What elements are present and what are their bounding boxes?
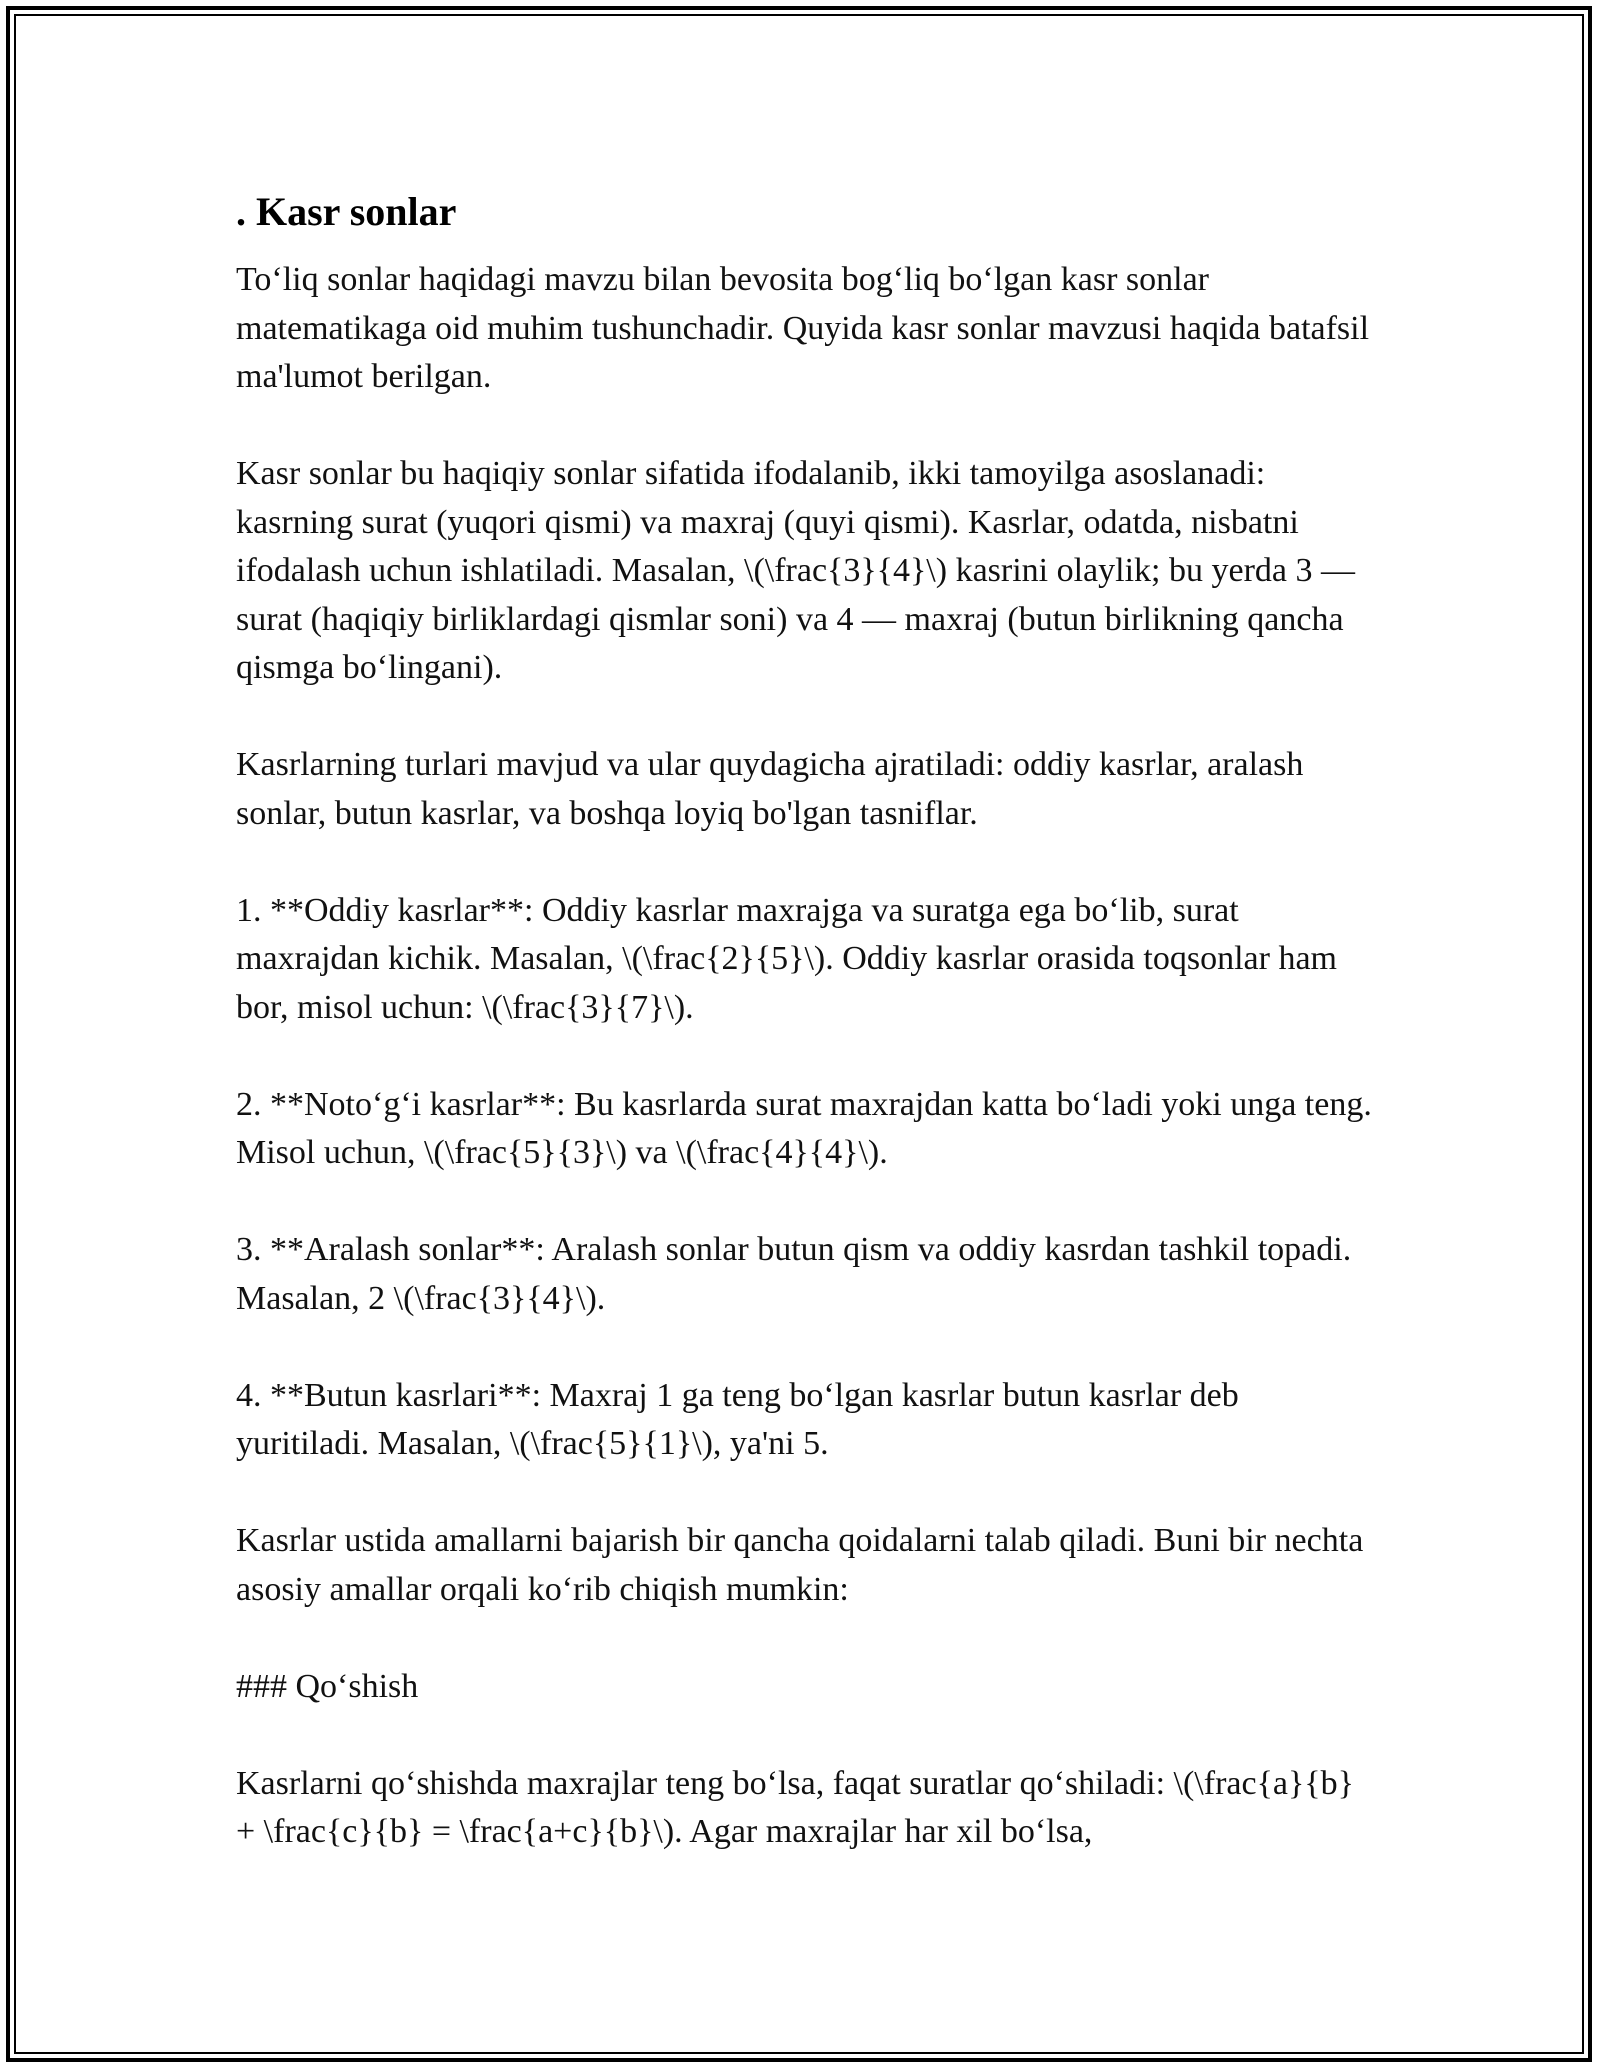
- paragraph-whole-fractions: 4. **Butun kasrlari**: Maxraj 1 ga teng bo‘lgan kasrlar butun kasrlar deb yuritiladi. Masalan, \(\frac{5}{1}\), ya'ni 5.: [236, 1376, 1239, 1462]
- paragraph-improper-fractions: 2. **Noto‘g‘i kasrlar**: Bu kasrlarda surat maxrajdan katta bo‘ladi yoki unga teng. Misol uchun, \(\frac{5}{3}\) va \(\frac{4}{4}\).: [236, 1085, 1372, 1171]
- section-heading-addition: ### Qo‘shish: [236, 1667, 419, 1705]
- paragraph-types: Kasrlarning turlari mavjud va ular quydagicha ajratiladi: oddiy kasrlar, aralash sonlar, butun kasrlar, va boshqa loyiq bo'lgan tasniflar.: [236, 746, 1304, 832]
- paragraph-mixed-numbers: 3. **Aralash sonlar**: Aralash sonlar butun qism va oddiy kasrdan tashkil topadi. Masalan, 2 \(\frac{3}{4}\).: [236, 1231, 1352, 1317]
- paragraph-simple-fractions: 1. **Oddiy kasrlar**: Oddiy kasrlar maxrajga va suratga ega bo‘lib, surat maxrajdan kichik. Masalan, \(\frac{2}{5}\). Oddiy kasrlar orasida toqsonlar ham bor, misol uchun: \(\frac{3}{7}\).: [236, 891, 1337, 1026]
- document-title: . Kasr sonlar: [236, 189, 457, 234]
- paragraph-definition: Kasr sonlar bu haqiqiy sonlar sifatida ifodalanib, ikki tamoyilga asoslanadi: kasrning surat (yuqori qismi) va maxraj (quyi qismi). Kasrlar, odatda, nisbatni ifodalash uchun ishlatiladi. Masalan, \(\frac{3}{4}\) kasrini olaylik; bu yerda 3 — surat (haqiqiy birliklardagi qismlar soni) va 4 — maxraj (butun birlikning qancha qismga bo‘lingani).: [236, 455, 1355, 686]
- paragraph-intro: To‘liq sonlar haqidagi mavzu bilan bevosita bog‘liq bo‘lgan kasr sonlar matematikaga oid muhim tushunchadir. Quyida kasr sonlar mavzusi haqida batafsil ma'lumot berilgan.: [236, 261, 1370, 395]
- paragraph-operations-intro: Kasrlar ustida amallarni bajarish bir qancha qoidalarni talab qiladi. Buni bir nechta asosiy amallar orqali ko‘rib chiqish mumkin:: [236, 1522, 1364, 1608]
- paragraph-addition: Kasrlarni qo‘shishda maxrajlar teng bo‘lsa, faqat suratlar qo‘shiladi: \(\frac{a}{b} + \frac{c}{b} = \frac{a+c}{b}\). Agar maxrajlar har xil bo‘lsa,: [236, 1764, 1354, 1850]
- document-body: [236, 184, 1376, 1905]
